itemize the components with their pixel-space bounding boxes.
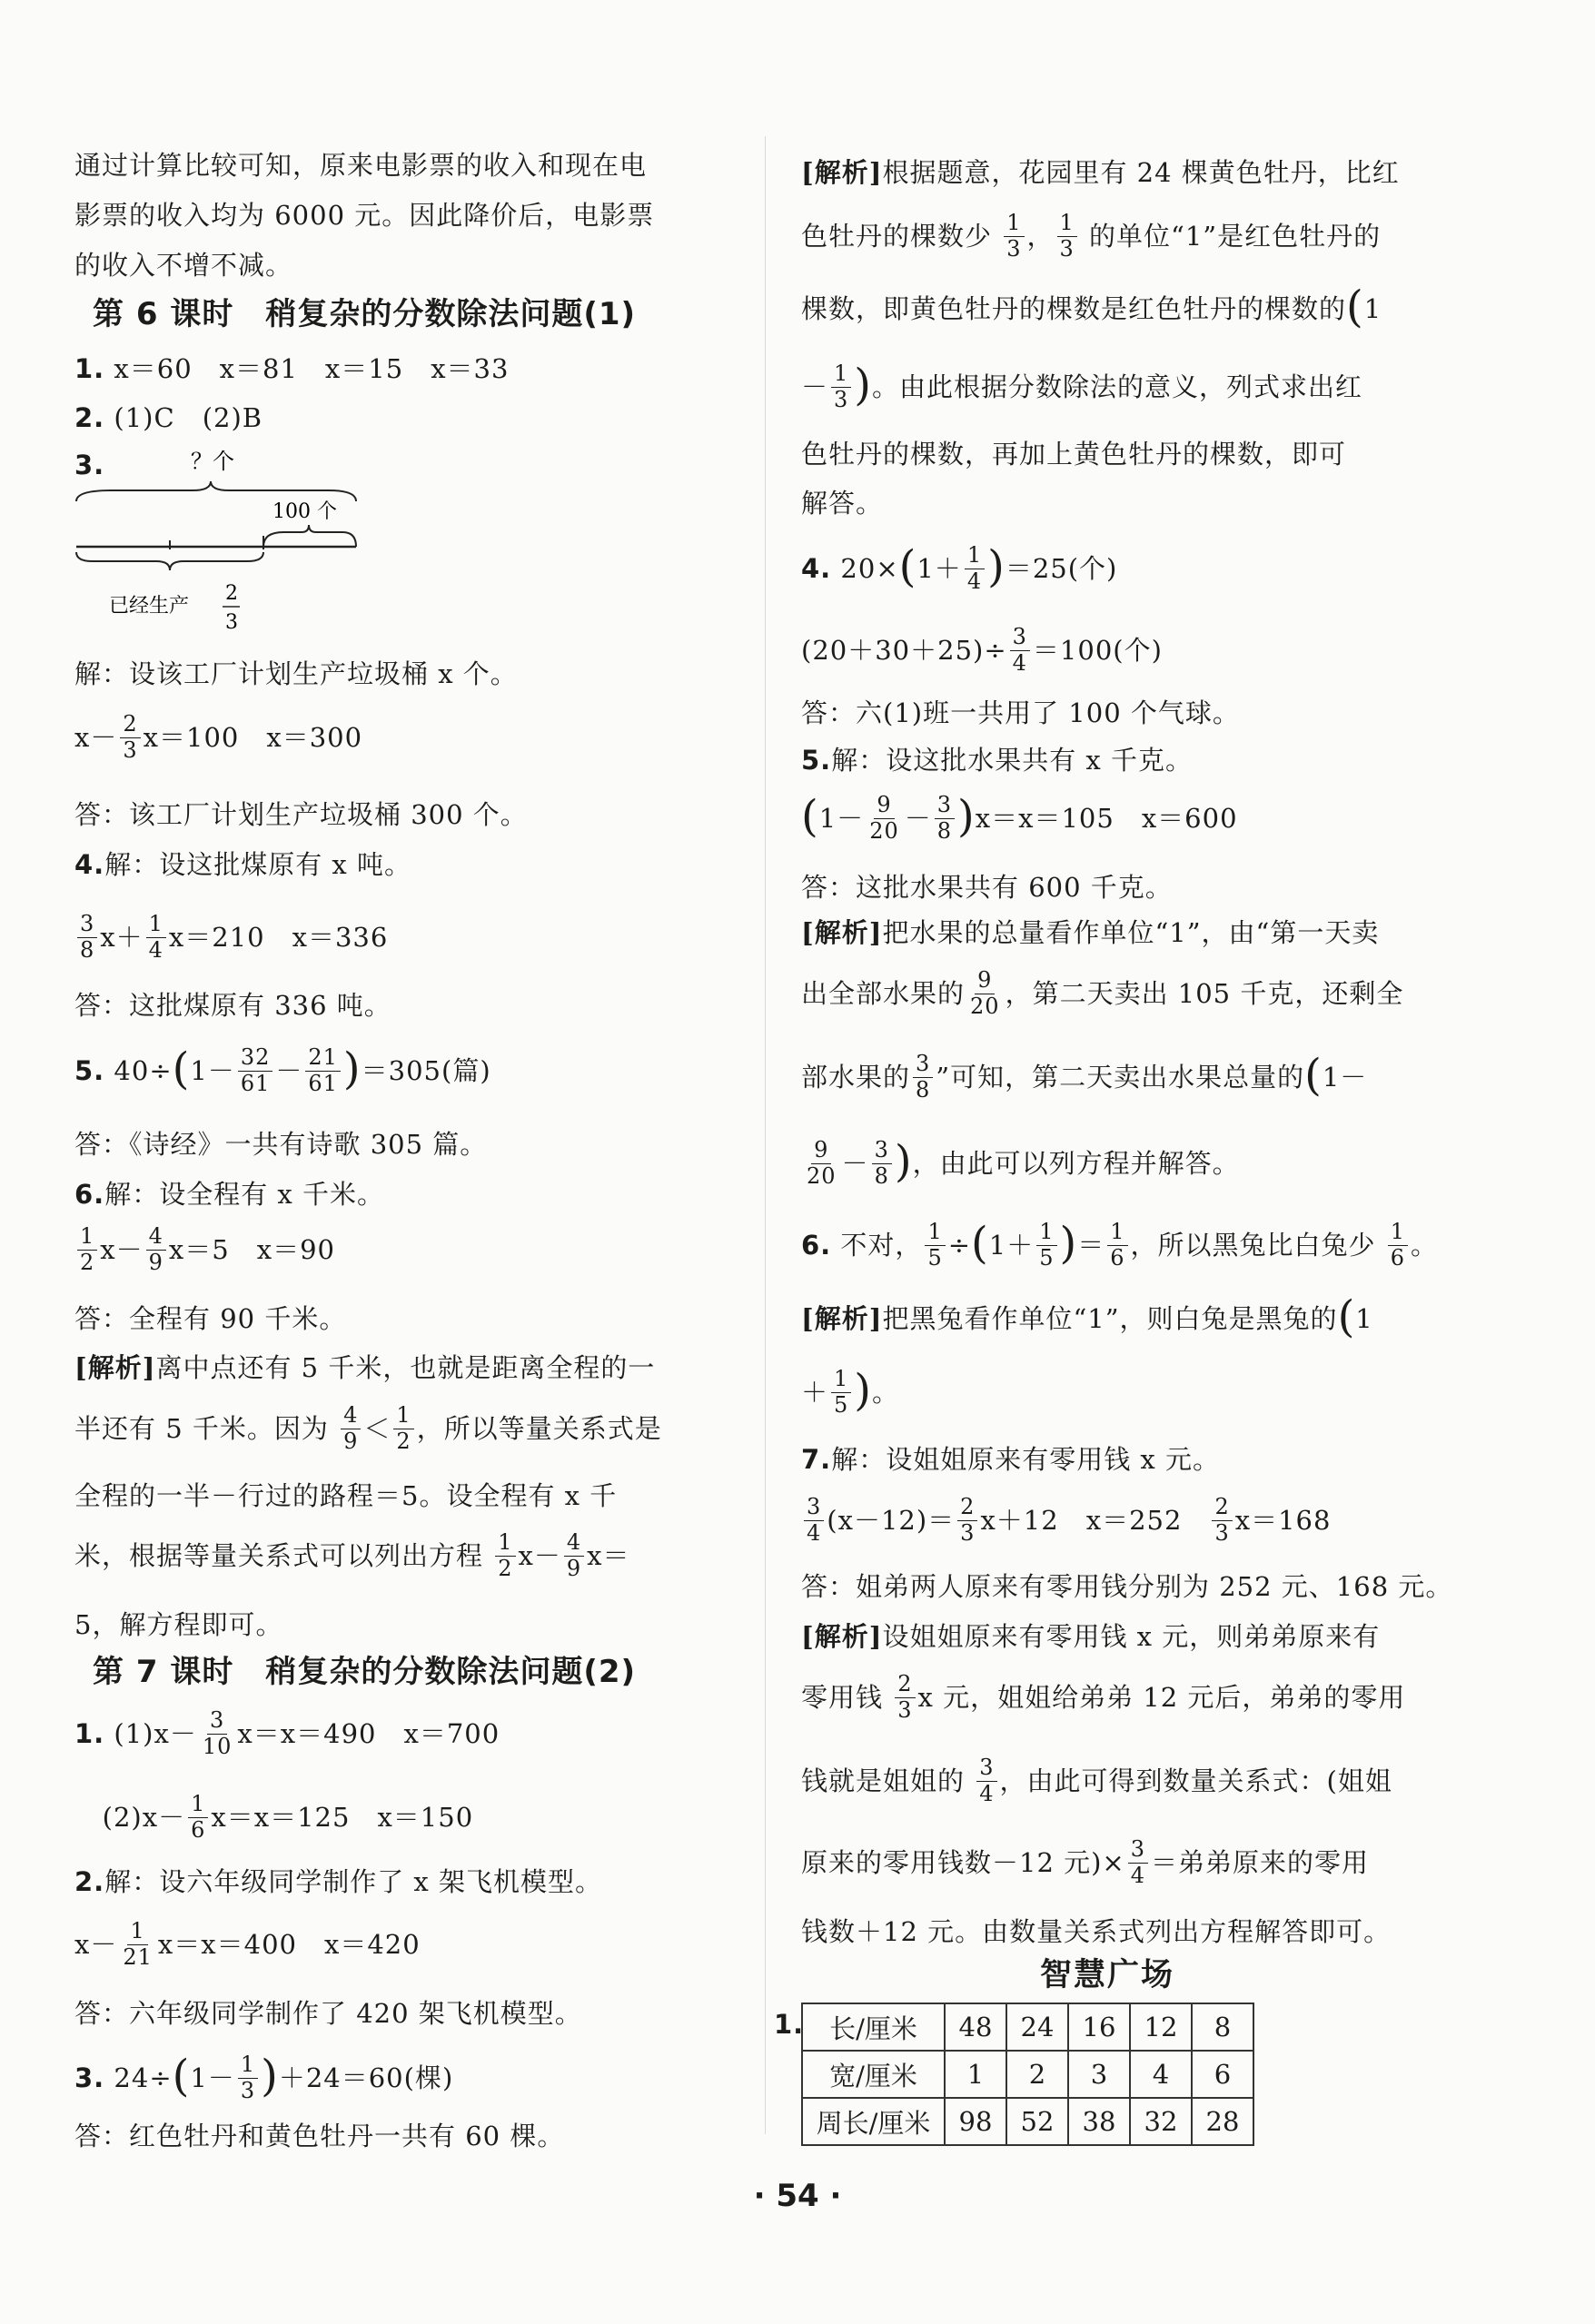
l6-q3-num: 3. (74, 450, 105, 480)
table-cell: 2 (1006, 2051, 1068, 2098)
row-label: 周长/厘米 (802, 2098, 945, 2145)
r-q5-analysis-3: 部水果的 $\frac{3}{8}$ ”可知，第二天卖出水果总量的(1－ (801, 1050, 1368, 1103)
l7-q1-b: (2)x－ $\frac{1}{6}$ x＝x＝125 x＝150 (74, 1791, 474, 1843)
r-a3-line-5: 色牡丹的棵数，再加上黄色牡丹的棵数，即可 (801, 439, 1347, 470)
l6-q6-analysis-3: 全程的一半－行过的路程＝5。设全程有 x 千 (74, 1480, 618, 1511)
diagram-made-den: 3 (225, 611, 238, 634)
diagram-total-label: ？个 (191, 449, 234, 474)
dimension-table (801, 2003, 1254, 2146)
r-a3-line-2: 色牡丹的棵数少 $\frac{1}{3}$ ， $\frac{1}{3}$ 的单位“1”是红色牡丹的 (801, 210, 1382, 262)
l7-q1-a: 1. (1)x－ $\frac{3}{10}$ x＝x＝490 x＝700 (74, 1707, 500, 1759)
r-q5-solve: 5.解：设这批水果共有 x 千克。 (801, 745, 1193, 776)
table-cell: 28 (1192, 2098, 1253, 2145)
r-a3-line-3: 棵数，即黄色牡丹的棵数是红色牡丹的棵数的(1 (801, 282, 1382, 332)
l6-q4-eq: $\frac{3}{8}$ x＋ $\frac{1}{4}$ x＝210 x＝336 (74, 914, 388, 964)
segment-diagram (74, 445, 374, 640)
diagram-made-label: 已经生产 (109, 595, 190, 618)
r-a3-line-1: [解析]根据题意，花园里有 24 棵黄色牡丹，比红 (801, 157, 1400, 188)
r-q7-answer: 答：姐弟两人原来有零用钱分别为 252 元、168 元。 (801, 1571, 1453, 1602)
intro-line-3: 的收入不增不减。 (74, 250, 293, 281)
l6-q3-solve: 解：设该工厂计划生产垃圾桶 x 个。 (74, 658, 518, 689)
r-q4-answer: 答：六(1)班一共用了 100 个气球。 (801, 697, 1240, 728)
r-q7-analysis-1: [解析]设姐姐原来有零用钱 x 元，则弟弟原来有 (801, 1621, 1381, 1652)
r-q7-eq: $\frac{3}{4}$ (x－12)＝ $\frac{2}{3}$ x＋12 x＝252 $\frac{2}{3}$ x＝168 (801, 1497, 1331, 1548)
l6-q5-answer: 答：《诗经》一共有诗歌 305 篇。 (74, 1129, 488, 1160)
l7-q2-solve: 2.解：设六年级同学制作了 x 架飞机模型。 (74, 1866, 602, 1897)
l6-q6-analysis-2: 半还有 5 千米。因为 $\frac{4}{9}$ ＜ $\frac{1}{2}$ ，所以等量关系式是 (74, 1402, 662, 1454)
diagram-remain-label: 100 个 (272, 500, 337, 523)
table-cell: 52 (1006, 2098, 1068, 2145)
table-cell: 32 (1130, 2098, 1192, 2145)
table-cell: 4 (1130, 2051, 1192, 2098)
table-cell: 38 (1068, 2098, 1130, 2145)
wisdom-square-title: 智慧广场 (1040, 1957, 1175, 1993)
table-cell: 48 (945, 2003, 1006, 2051)
table-cell: 24 (1006, 2003, 1068, 2051)
table-cell: 1 (945, 2051, 1006, 2098)
page-number: · 54 · (753, 2178, 842, 2214)
r-q7-analysis-5: 钱数＋12 元。由数量关系式列出方程解答即可。 (801, 1916, 1392, 1947)
r-q6-analysis-1: [解析]把黑兔看作单位“1”，则白兔是黑兔的(1 (801, 1291, 1373, 1342)
diagram-made-num: 2 (225, 582, 238, 605)
l6-q6-solve: 6.解：设全程有 x 千米。 (74, 1179, 384, 1210)
l6-q3-eq: x－ $\frac{2}{3}$ x＝100 x＝300 (74, 711, 363, 763)
r-q7-analysis-4: 原来的零用钱数－12 元)× $\frac{3}{4}$ ＝弟弟原来的零用 (801, 1836, 1370, 1888)
table-row (802, 2098, 1253, 2145)
table-cell: 98 (945, 2098, 1006, 2145)
intro-line-1: 通过计算比较可知，原来电影票的收入和现在电 (74, 150, 648, 181)
lesson-6-title: 第 6 课时 稍复杂的分数除法问题(1) (93, 296, 637, 332)
l6-q6-answer: 答：全程有 90 千米。 (74, 1303, 347, 1334)
l6-q3-answer: 答：该工厂计划生产垃圾桶 300 个。 (74, 799, 528, 830)
r-q5-analysis-1: [解析]把水果的总量看作单位“1”，由“第一天卖 (801, 917, 1380, 948)
table-cell: 3 (1068, 2051, 1130, 2098)
r-q5-eq: (1－ $\frac{9}{20}$ － $\frac{3}{8}$ )x＝x＝105 x＝600 (801, 791, 1238, 844)
l7-q2-answer: 答：六年级同学制作了 420 架飞机模型。 (74, 1998, 582, 2029)
l6-q4-solve: 4.解：设这批煤原有 x 吨。 (74, 849, 411, 880)
row-label: 长/厘米 (802, 2003, 945, 2051)
table-question-num: 1. (774, 2009, 805, 2040)
r-q5-answer: 答：这批水果共有 600 千克。 (801, 872, 1173, 903)
l7-q3-eq: 3. 24÷(1－ $\frac{1}{3}$ )＋24＝60(棵) (74, 2051, 454, 2103)
intro-line-2: 影票的收入均为 6000 元。因此降价后，电影票 (74, 200, 655, 231)
table-cell: 8 (1192, 2003, 1253, 2051)
r-q5-analysis-4: $\frac{9}{20}$ － $\frac{3}{8}$ )，由此可以列方程并解答。 (807, 1136, 1240, 1189)
r-q7-analysis-3: 钱就是姐姐的 $\frac{3}{4}$ ，由此可得到数量关系式：(姐姐 (801, 1755, 1392, 1806)
r-q6-analysis-2: ＋ $\frac{1}{5}$ )。 (801, 1365, 900, 1418)
l6-q6-analysis-4: 米，根据等量关系式可以列出方程 $\frac{1}{2}$ x－ $\frac{4}{9}$ x＝ (74, 1529, 630, 1581)
l6-q6-analysis-1: [解析]离中点还有 5 千米，也就是距离全程的一 (74, 1352, 656, 1383)
l6-q5-eq: 5. 40÷(1－ $\frac{32}{61}$ － $\frac{21}{61}$ )＝305(篇) (74, 1043, 491, 1096)
l6-q2: 2. (1)C (2)B (74, 402, 263, 433)
table-row (802, 2051, 1253, 2098)
r-q4-line-2: (20＋30＋25)÷ $\frac{3}{4}$ ＝100(个) (801, 624, 1163, 676)
l7-q2-eq: x－ $\frac{1}{21}$ x＝x＝400 x＝420 (74, 1918, 421, 1970)
table-row (802, 2003, 1253, 2051)
table-cell: 6 (1192, 2051, 1253, 2098)
l6-q6-analysis-5: 5，解方程即可。 (74, 1609, 283, 1640)
r-q5-analysis-2: 出全部水果的 $\frac{9}{20}$ ，第二天卖出 105 千克，还剩全 (801, 967, 1404, 1019)
l6-q4-answer: 答：这批煤原有 336 吨。 (74, 990, 391, 1021)
l7-q3-answer: 答：红色牡丹和黄色牡丹一共有 60 棵。 (74, 2121, 565, 2151)
row-label: 宽/厘米 (802, 2051, 945, 2098)
r-q7-solve: 7.解：设姐姐原来有零用钱 x 元。 (801, 1444, 1220, 1475)
r-a3-line-4: － $\frac{1}{3}$ )。由此根据分数除法的意义，列式求出红 (801, 360, 1363, 412)
table-cell: 16 (1068, 2003, 1130, 2051)
r-q4-line-1: 4. 20×(1＋ $\frac{1}{4}$ )＝25(个) (801, 541, 1118, 594)
lesson-7-title: 第 7 课时 稍复杂的分数除法问题(2) (93, 1654, 637, 1690)
l6-q1: 1. x＝60 x＝81 x＝15 x＝33 (74, 353, 510, 384)
r-q6-line: 6. 不对， $\frac{1}{5}$ ÷(1＋ $\frac{1}{5}$ )＝ $\frac{1}{6}$ ，所以黑兔比白兔少 $\frac{1}{6}$ 。 (801, 1218, 1439, 1271)
r-a3-line-6: 解答。 (801, 488, 884, 519)
table-cell: 12 (1130, 2003, 1192, 2051)
l6-q6-eq: $\frac{1}{2}$ x－ $\frac{4}{9}$ x＝5 x＝90 (74, 1226, 335, 1277)
r-q7-analysis-2: 零用钱 $\frac{2}{3}$ x 元，姐姐给弟弟 12 元后，弟弟的零用 (801, 1671, 1406, 1723)
column-divider (765, 136, 766, 2134)
